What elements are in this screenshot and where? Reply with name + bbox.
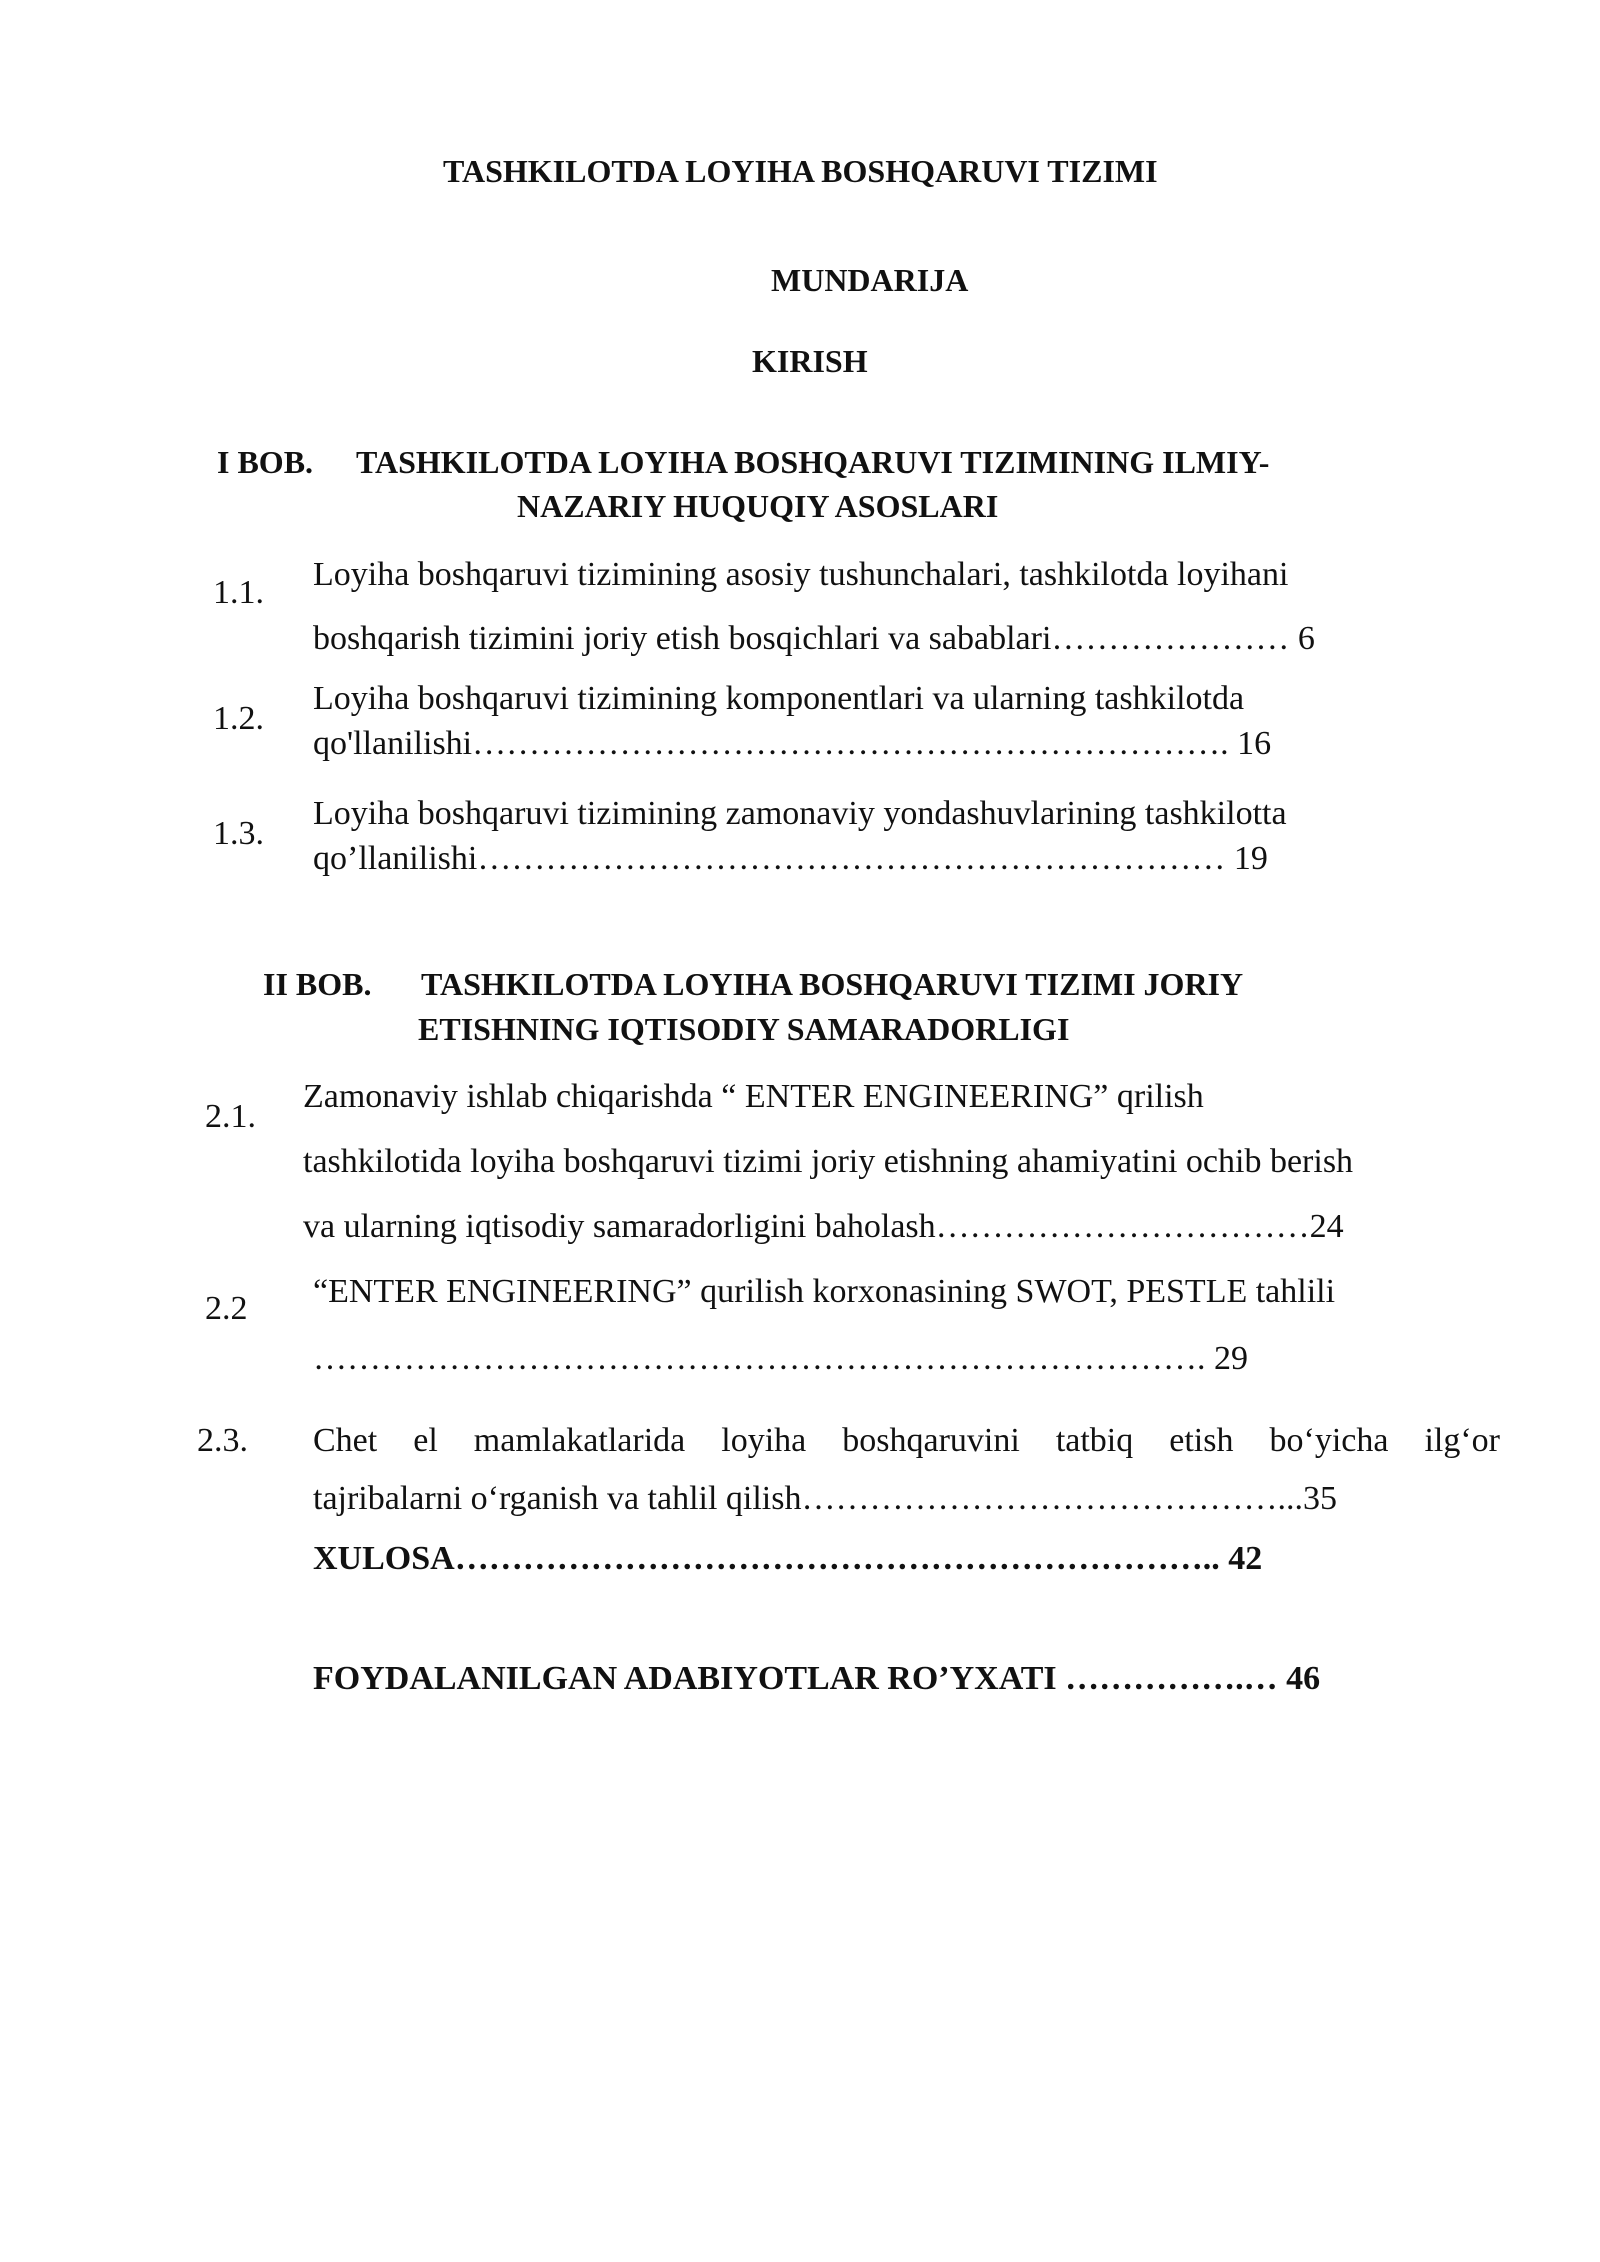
section-2-2-line2: ……………………………………………………………………. 29 bbox=[313, 1340, 1248, 1377]
chapter1-label: I BOB. bbox=[217, 444, 314, 480]
section-2-3-line1: Chet el mamlakatlarida loyiha boshqaruvini tatbiq etish bo‘yicha ilg‘or bbox=[313, 1422, 1500, 1459]
section-2-1-line3: va ularning iqtisodiy samaradorligini baholash……………………………24 bbox=[303, 1208, 1344, 1245]
section-1-3-line2: qo’llanilishi………………………………………………………… 19 bbox=[313, 840, 1268, 877]
chapter2-title-line1: TASHKILOTDA LOYIHA BOSHQARUVI TIZIMI JORIY bbox=[421, 966, 1244, 1002]
chapter1-title-line2: NAZARIY HUQUQIY ASOSLARI bbox=[517, 488, 999, 524]
section-1-1-line1: Loyiha boshqaruvi tizimining asosiy tushunchalari, tashkilotda loyihani bbox=[313, 556, 1289, 593]
introduction-entry: KIRISH bbox=[752, 343, 868, 379]
section-2-1-number: 2.1. bbox=[205, 1098, 256, 1135]
section-1-1-number: 1.1. bbox=[213, 574, 264, 611]
document-title: TASHKILOTDA LOYIHA BOSHQARUVI TIZIMI bbox=[443, 153, 1158, 189]
section-1-2-number: 1.2. bbox=[213, 700, 264, 737]
section-2-1-line2: tashkilotida loyiha boshqaruvi tizimi joriy etishning ahamiyatini ochib berish bbox=[303, 1143, 1354, 1180]
section-1-3-line1: Loyiha boshqaruvi tizimining zamonaviy yondashuvlarining tashkilotta bbox=[313, 795, 1287, 832]
chapter2-title-line2: ETISHNING IQTISODIY SAMARADORLIGI bbox=[418, 1011, 1070, 1047]
conclusion-entry: XULOSA………………………………………………………….. 42 bbox=[313, 1540, 1263, 1577]
references-entry: FOYDALANILGAN ADABIYOTLAR RO’YXATI …………….… 46 bbox=[313, 1660, 1321, 1697]
section-1-3-number: 1.3. bbox=[213, 815, 264, 852]
section-2-3-number: 2.3. bbox=[197, 1422, 248, 1459]
section-2-2-line1: “ENTER ENGINEERING” qurilish korxonasining SWOT, PESTLE tahlili bbox=[313, 1273, 1336, 1310]
section-1-2-line2: qo'llanilishi…………………………………………………………. 16 bbox=[313, 725, 1272, 762]
contents-heading: MUNDARIJA bbox=[771, 262, 969, 298]
section-2-1-line1: Zamonaviy ishlab chiqarishda “ ENTER ENGINEERING” qrilish bbox=[303, 1078, 1204, 1115]
chapter1-title-line1: TASHKILOTDA LOYIHA BOSHQARUVI TIZIMINING ILMIY- bbox=[356, 444, 1270, 480]
section-2-2-number: 2.2 bbox=[205, 1290, 248, 1327]
chapter2-label: II BOB. bbox=[263, 966, 372, 1002]
section-1-1-line2: boshqarish tizimini joriy etish bosqichlari va sabablari………………… 6 bbox=[313, 620, 1315, 657]
section-2-3-line2: tajribalarni o‘rganish va tahlil qilish……………………………………...35 bbox=[313, 1480, 1337, 1517]
section-1-2-line1: Loyiha boshqaruvi tizimining komponentlari va ularning tashkilotda bbox=[313, 680, 1245, 717]
